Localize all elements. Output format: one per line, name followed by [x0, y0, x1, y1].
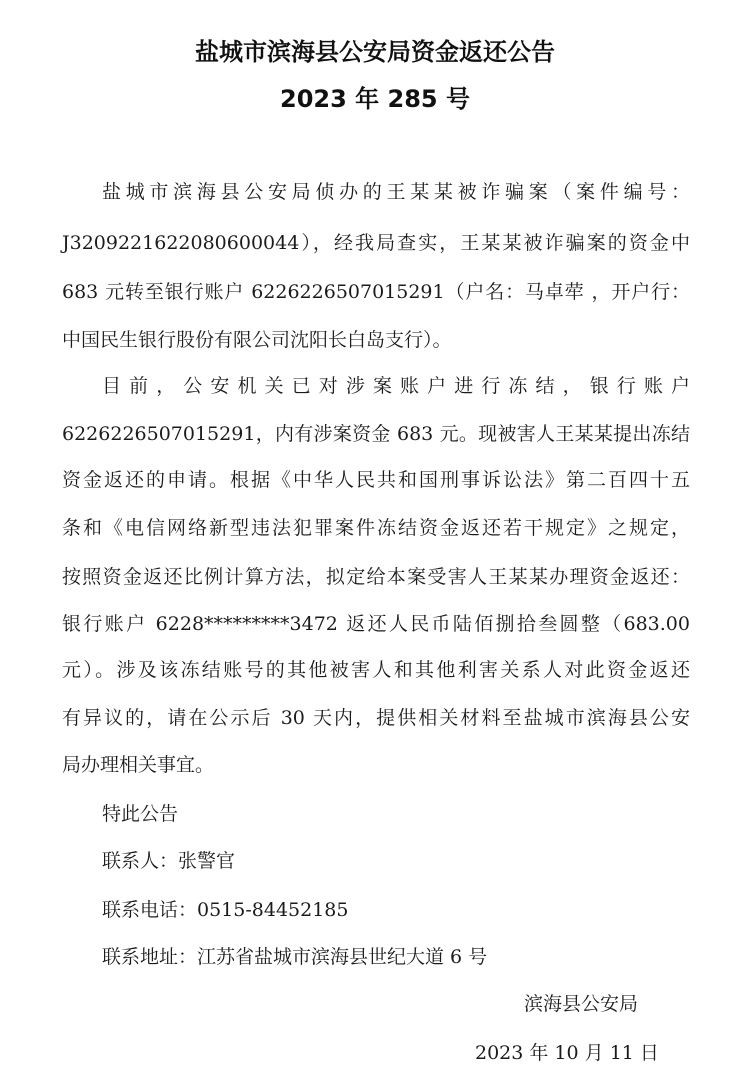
closing-text: 特此公告	[102, 803, 179, 825]
contact-address: 联系地址：江苏省盐城市滨海县世纪大道 6 号	[102, 946, 488, 968]
paragraph-1-line: J3209221622080600044），经我局查实，王某某被诈骗案的资金中	[62, 232, 690, 254]
paragraph-2-line: 银行账户 6228*********3472 返还人民币陆佰捌拾叁圆整（683.00	[62, 613, 690, 635]
contact-person: 联系人：张警官	[102, 850, 236, 872]
paragraph-2-line: 按照资金返还比例计算方法，拟定给本案受害人王某某办理资金返还：	[62, 566, 690, 588]
paragraph-1-line: 683 元转至银行账户 6226226507015291（户名：马卓荦 ，开户行：	[62, 281, 690, 303]
notice-title: 盐城市滨海县公安局资金返还公告	[195, 38, 555, 66]
paragraph-2-line: 目前，公安机关已对涉案账户进行冻结，银行账户	[102, 375, 690, 397]
paragraph-2-line: 条和《电信网络新型违法犯罪案件冻结资金返还若干规定》之规定，	[62, 517, 690, 539]
signature-org: 滨海县公安局	[524, 993, 639, 1015]
paragraph-1-line: 中国民生银行股份有限公司沈阳长白岛支行）。	[62, 329, 452, 351]
paragraph-2-line: 元）。涉及该冻结账号的其他被害人和其他利害关系人对此资金返还	[62, 659, 690, 681]
notice-number: 2023 年 285 号	[280, 85, 470, 113]
signature-date: 2023 年 10 月 11 日	[475, 1042, 659, 1064]
paragraph-1-line: 盐城市滨海县公安局侦办的王某某被诈骗案（案件编号：	[102, 181, 690, 203]
paragraph-2-line: 有异议的，请在公示后 30 天内，提供相关材料至盐城市滨海县公安	[62, 707, 690, 729]
paragraph-2-line: 局办理相关事宜。	[62, 754, 215, 776]
paragraph-2-line: 资金返还的申请。根据《中华人民共和国刑事诉讼法》第二百四十五	[62, 469, 690, 491]
paragraph-2-line: 6226226507015291，内有涉案资金 683 元。现被害人王某某提出冻结	[62, 423, 690, 445]
contact-phone: 联系电话：0515-84452185	[102, 899, 349, 921]
